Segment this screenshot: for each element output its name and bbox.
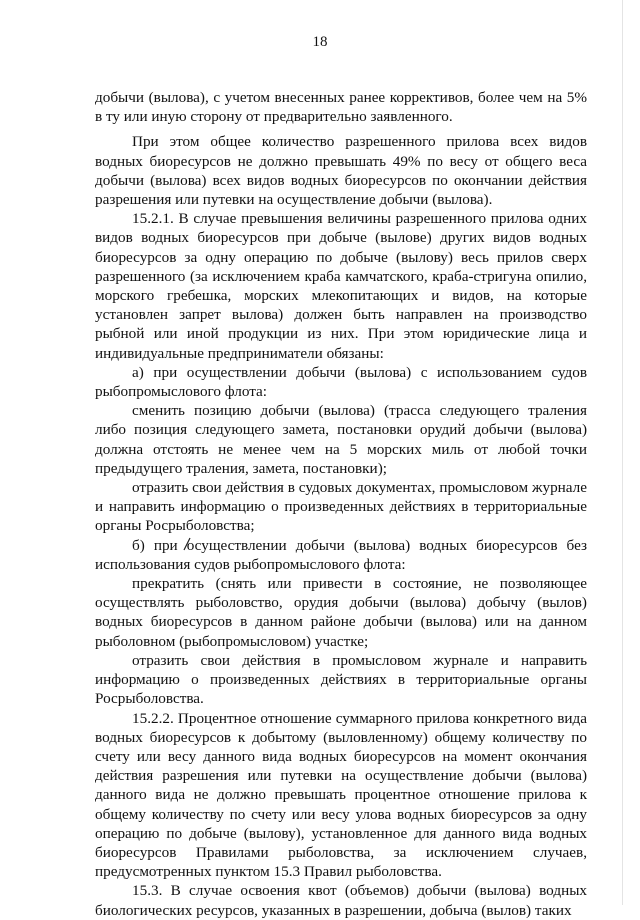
- paragraph-15-2-1: 15.2.1. В случае превышения величины разрешенного прилова одних видов водных биоресурсов при добыче (вылове) других видов водных биоресурсов за одну операцию по добыче (вылову) весь прилов сверх разрешенного (за исключением краба камчатского, краба-стригуна опилио, морского гребешка, морских млекопитающих и видов, на которые установлен запрет вылова) должен быть направлен на производство рыбной или иной продукции из них. При этом юридические лица и индивидуальные предприниматели обязаны:: [95, 210, 587, 362]
- paragraph-15-3: 15.3. В случае освоения квот (объемов) добычи (вылова) водных биологических ресурсов, указанных в разрешении, добыча (вылов) таких: [95, 882, 587, 919]
- page-number: 18: [312, 34, 328, 50]
- document-body: [95, 88, 587, 920]
- paragraph-item-b: б) при осуществлении добычи (вылова) водных биоресурсов без использования судов рыбопромыслового флота:: [95, 536, 587, 573]
- paragraph-record-actions-vessel: отразить свои действия в судовых документах, промысловом журнале и направить информацию о произведенных действиях в территориальные органы Росрыболовства;: [95, 479, 587, 535]
- paragraph-stop-fishing: прекратить (снять или привести в состояние, не позволяющее осуществлять рыболовство, орудия добычи (вылова) добычу (вылов) водных биоресурсов в данном районе добычи (вылова) или на данном рыболовном (рыбопромысловом) участке;: [95, 575, 587, 650]
- paragraph-continuation: добычи (вылова), с учетом внесенных ранее коррективов, более чем на 5% в ту или иную сторону от предварительно заявленного.: [95, 89, 587, 126]
- paragraph-record-actions-journal: отразить свои действия в промысловом журнале и направить информацию о произведенных действиях в территориальные органы Росрыболовства.: [95, 651, 587, 708]
- paragraph-bycatch-limit: При этом общее количество разрешенного прилова всех видов водных биоресурсов не должно превышать 49% по весу от общего веса добычи (вылова) всех видов водных биоресурсов по окончании действия разрешения или путевки на осуществление добычи (вылова).: [95, 133, 587, 209]
- scan-edge: [622, 0, 623, 905]
- paragraph-item-a: а) при осуществлении добычи (вылова) с использованием судов рыбопромыслового флота:: [95, 363, 587, 401]
- paragraph-change-position: сменить позицию добычи (вылова) (трасса следующего траления либо позиция следующего замета, постановки орудий добычи (вылова) должна отстоять не менее чем на 5 морских миль от любой точки предыдущего траления, замета, постановки);: [95, 402, 587, 477]
- paragraph-15-2-2: 15.2.2. Процентное отношение суммарного прилова конкретного вида водных биоресурсов к добытому (выловленному) общему количеству по счету или весу данного вида водных биоресурсов на момент окончания действия разрешения или путевки на осуществление добычи (вылова) данного вида не должно превышать процентное отношение прилова к общему количеству по счету или весу улова водных биоресурсов за одну операцию по добыче (вылову), установленное для данного вида водных биоресурсов Правилами рыболовства, за исключением случаев, предусмотренных пунктом 15.3 Правил рыболовства.: [95, 709, 587, 881]
- pen-mark-icon: [181, 537, 193, 551]
